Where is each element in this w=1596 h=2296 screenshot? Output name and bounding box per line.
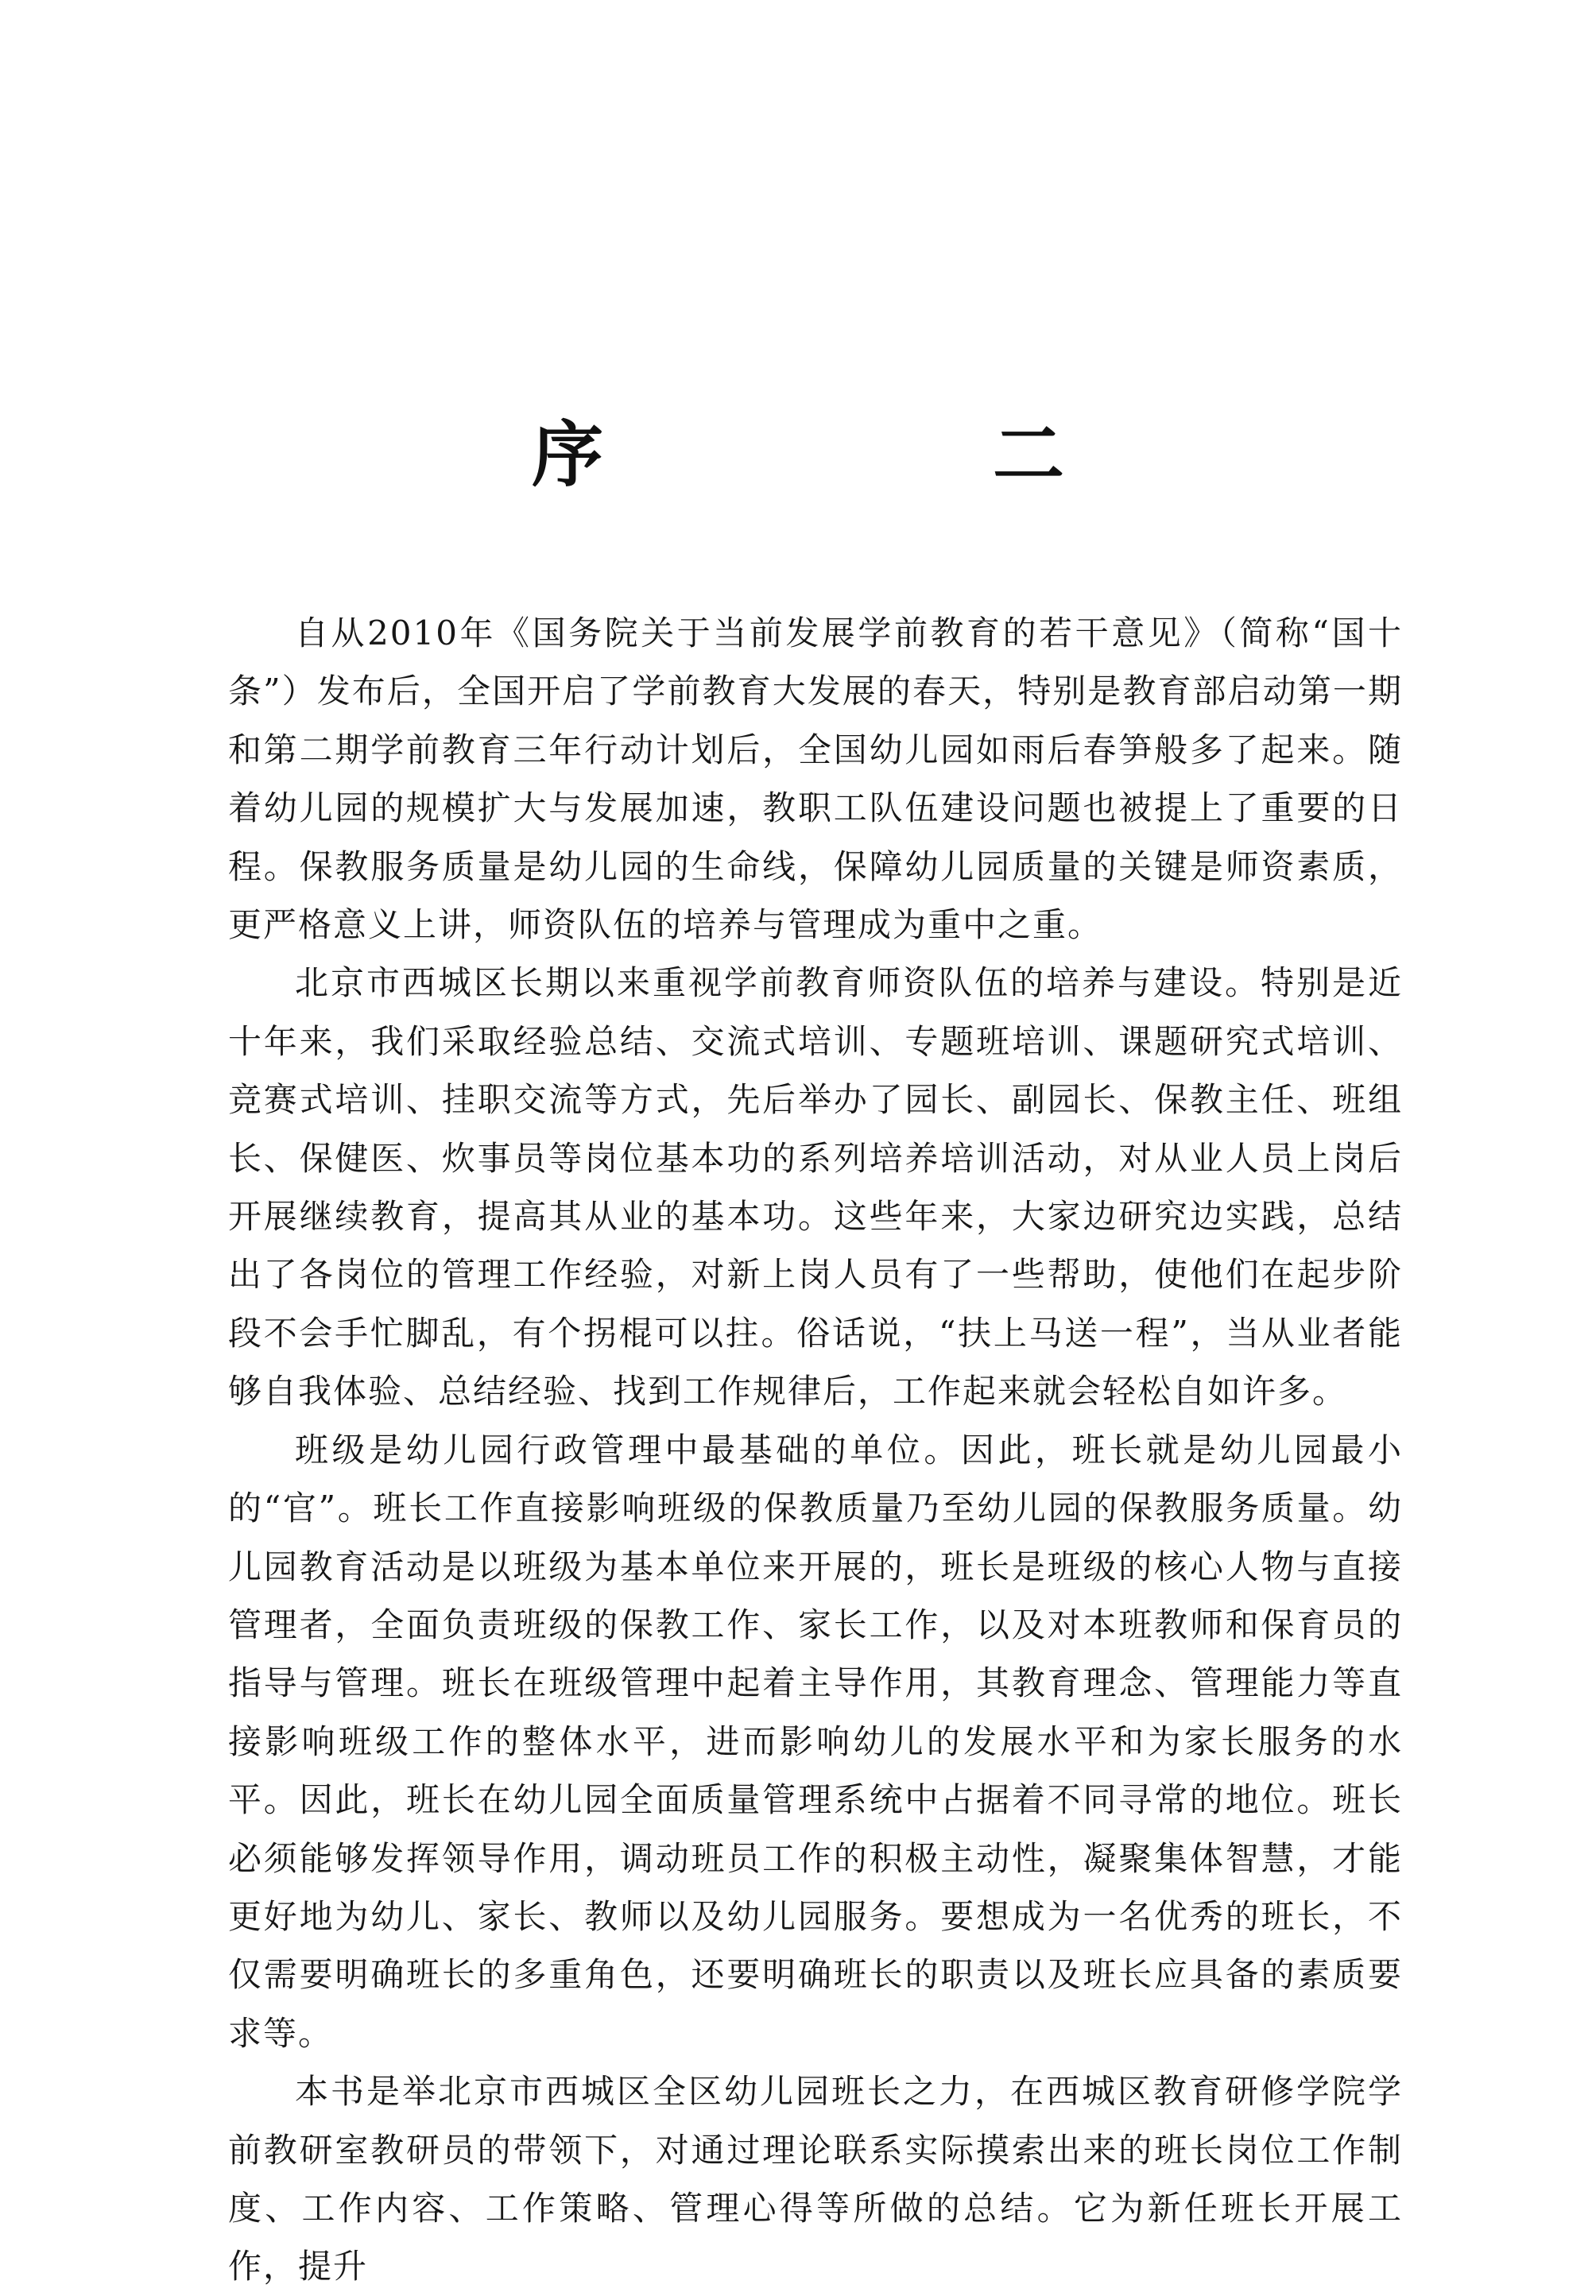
paragraph: 北京市西城区长期以来重视学前教育师资队伍的培养与建设。特别是近十年来，我们采取经验总结、交流式培训、专题班培训、课题研究式培训、竞赛式培训、挂职交流等方式，先后举办了园长、副园长、保教主任、班组长、保健医、炊事员等岗位基本功的系列培养培训活动，对从业人员上岗后开展继续教育，提高其从业的基本功。这些年来，大家边研究边实践，总结出了各岗位的管理工作经验，对新上岗人员有了一些帮助，使他们在起步阶段不会手忙脚乱，有个拐棍可以拄。俗话说，“扶上马送一程”，当从业者能够自我体验、总结经验、找到工作规律后，工作起来就会轻松自如许多。 (228, 963, 1403, 1411)
body-text (228, 604, 1403, 2296)
paragraph: 本书是举北京市西城区全区幼儿园班长之力，在西城区教育研修学院学前教研室教研员的带领下，对通过理论联系实际摸索出来的班长岗位工作制度、工作内容、工作策略、管理心得等所做的总结。它为新任班长开展工作，提升 (228, 2072, 1403, 2286)
page-title: 序 二 (532, 413, 1223, 498)
paragraph: 班级是幼儿园行政管理中最基础的单位。因此，班长就是幼儿园最小的“官”。班长工作直接影响班级的保教质量乃至幼儿园的保教服务质量。幼儿园教育活动是以班级为基本单位来开展的，班长是班级的核心人物与直接管理者，全面负责班级的保教工作、家长工作，以及对本班教师和保育员的指导与管理。班长在班级管理中起着主导作用，其教育理念、管理能力等直接影响班级工作的整体水平，进而影响幼儿的发展水平和为家长服务的水平。因此，班长在幼儿园全面质量管理系统中占据着不同寻常的地位。班长必须能够发挥领导作用，调动班员工作的积极主动性，凝聚集体智慧，才能更好地为幼儿、家长、教师以及幼儿园服务。要想成为一名优秀的班长，不仅需要明确班长的多重角色，还要明确班长的职责以及班长应具备的素质要求等。 (228, 1430, 1403, 2053)
paragraph: 自从2010年《国务院关于当前发展学前教育的若干意见》（简称“国十条”）发布后，全国开启了学前教育大发展的春天，特别是教育部启动第一期和第二期学前教育三年行动计划后，全国幼儿园如雨后春笋般多了起来。随着幼儿园的规模扩大与发展加速，教职工队伍建设问题也被提上了重要的日程。保教服务质量是幼儿园的生命线，保障幼儿园质量的关键是师资素质，更严格意义上讲，师资队伍的培养与管理成为重中之重。 (228, 614, 1403, 945)
